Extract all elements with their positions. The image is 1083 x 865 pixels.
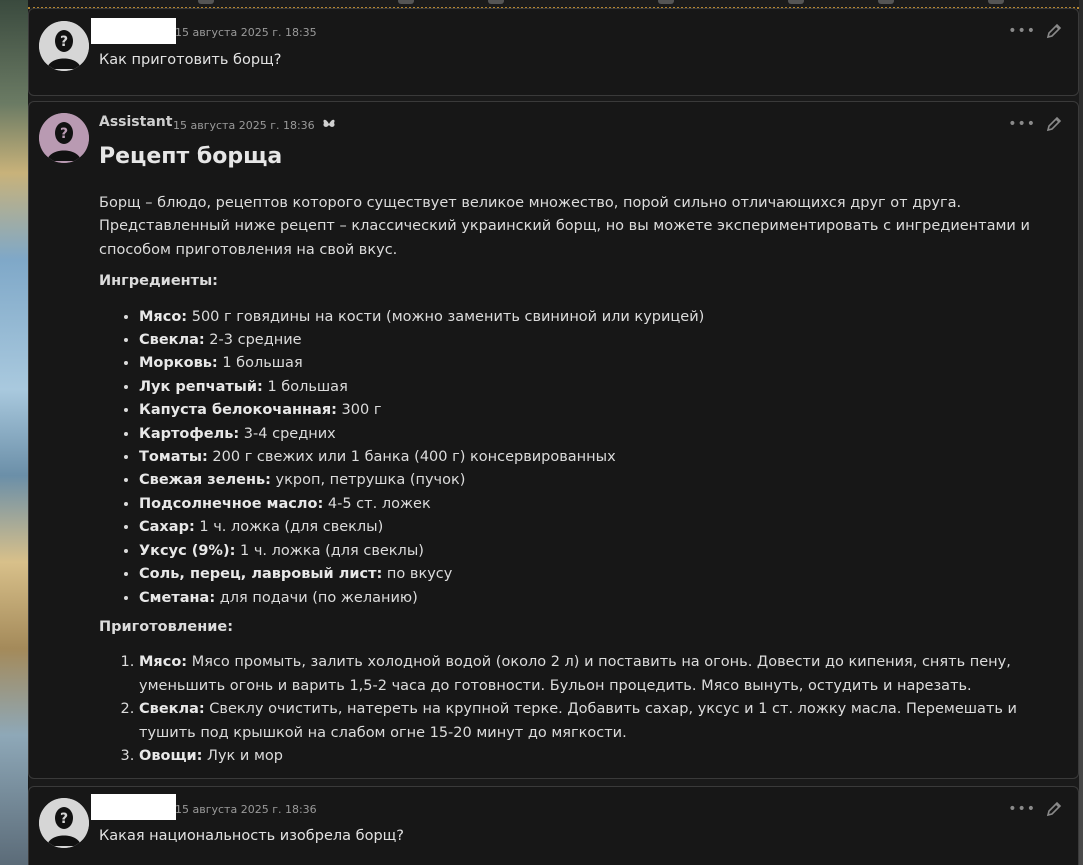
more-dots-icon[interactable]: ••• <box>1008 116 1036 132</box>
svg-text:?: ? <box>59 126 69 142</box>
ingredient-item-label: Капуста белокочанная: <box>139 402 337 419</box>
user-avatar-icon[interactable] <box>39 21 89 71</box>
pencil-icon[interactable] <box>1046 801 1062 817</box>
ingredient-item-label: Свекла: <box>139 332 205 349</box>
ingredients-list <box>139 306 1059 610</box>
recipe-intro: Борщ – блюдо, рецептов которого существует великое множество, порой сильно отличающихся друг от друга. Представленный ниже рецепт – классический украинский борщ, но вы можете экспериментировать с ингредиентами и способом приготовления на свой вкус. <box>99 195 1030 258</box>
ingredient-item <box>139 423 1059 446</box>
ingredient-item <box>139 563 1059 586</box>
ingredient-item <box>139 399 1059 422</box>
ingredient-item-value: укроп, петрушка (пучок) <box>270 472 466 489</box>
steps-list <box>139 651 1059 768</box>
chat-message-assistant <box>28 101 1079 779</box>
assistant-content <box>99 142 1059 774</box>
step-item-value: Мясо промыть, залить холодной водой (около 2 л) и поставить на огонь. Довести до кипения, снять пену, уменьшить огонь и варить 1,5-2 часа до готовности. Бульон процедить. Мясо вынуть, остудить и нарезать. <box>139 654 1011 694</box>
ingredient-item-label: Свежая зелень: <box>139 472 271 489</box>
message-timestamp: 15 августа 2025 г. 18:36 <box>175 803 317 816</box>
message-text: Как приготовить борщ? <box>99 52 282 68</box>
steps-heading: Приготовление: <box>99 618 234 635</box>
more-dots-icon[interactable]: ••• <box>1008 23 1036 39</box>
redacted-username <box>91 18 176 44</box>
toolbar-icon[interactable] <box>988 0 1004 4</box>
ingredient-item-label: Мясо: <box>139 308 188 325</box>
ingredient-item <box>139 446 1059 469</box>
ingredient-item-label: Сметана: <box>139 589 216 606</box>
ingredient-item <box>139 352 1059 375</box>
svg-text:?: ? <box>59 34 69 50</box>
ingredient-item-label: Уксус (9%): <box>139 542 236 559</box>
ingredient-item-value: 1 ч. ложка (для свеклы) <box>235 542 424 559</box>
ingredient-item <box>139 306 1059 329</box>
ingredient-item-label: Соль, перец, лавровый лист: <box>139 566 383 583</box>
ingredient-item-label: Лук репчатый: <box>139 378 263 395</box>
ingredients-heading: Ингредиенты: <box>99 273 218 290</box>
step-item-label: Мясо: <box>139 654 188 671</box>
step-item <box>139 745 1059 768</box>
toolbar-icon[interactable] <box>488 0 504 4</box>
message-actions <box>1008 801 1062 817</box>
pencil-icon[interactable] <box>1046 116 1062 132</box>
message-actions <box>1008 116 1062 132</box>
toolbar-icon[interactable] <box>878 0 894 4</box>
ingredient-item-value: 500 г говядины на кости (можно заменить свининой или курицей) <box>187 308 705 325</box>
message-timestamp: 15 августа 2025 г. 18:35 <box>175 26 317 39</box>
toolbar-icon[interactable] <box>198 0 214 4</box>
ingredient-item <box>139 540 1059 563</box>
ingredient-item-value: 4-5 ст. ложек <box>323 495 431 512</box>
redacted-username <box>91 794 176 820</box>
step-item <box>139 651 1059 698</box>
recipe-title: Рецепт борща <box>99 144 283 169</box>
step-item-value: Свеклу очистить, натереть на крупной терке. Добавить сахар, уксус и 1 ст. ложку масла. Перемешать и тушить под крышкой на слабом огне 15-20 минут до мягкости. <box>139 701 1017 741</box>
ingredient-item <box>139 469 1059 492</box>
butterfly-icon[interactable] <box>322 118 336 130</box>
ingredient-item-value: 2-3 средние <box>204 332 302 349</box>
message-text: Какая национальность изобрела борщ? <box>99 828 404 844</box>
ingredient-item-value: 1 ч. ложка (для свеклы) <box>194 519 384 536</box>
ingredient-item-value: по вкусу <box>382 566 453 583</box>
step-item-label: Свекла: <box>139 701 205 718</box>
ingredient-item <box>139 587 1059 610</box>
ingredient-item-label: Томаты: <box>139 449 208 466</box>
svg-text:?: ? <box>59 811 69 827</box>
ingredient-item-label: Картофель: <box>139 425 240 442</box>
ingredient-item <box>139 329 1059 352</box>
ingredient-item-value: 1 большая <box>262 378 348 395</box>
wallpaper-left <box>0 0 28 865</box>
ingredient-item-value: 300 г <box>336 402 382 419</box>
message-actions <box>1008 23 1062 39</box>
timestamp-text: 15 августа 2025 г. 18:36 <box>173 119 315 132</box>
ingredient-item-label: Сахар: <box>139 519 195 536</box>
step-item-value: Лук и мор <box>202 747 283 764</box>
ingredient-item-label: Подсолнечное масло: <box>139 495 324 512</box>
ingredient-item-value: для подачи (по желанию) <box>215 589 418 606</box>
ingredient-item-value: 200 г свежих или 1 банка (400 г) консервированных <box>207 449 616 466</box>
ingredient-item <box>139 376 1059 399</box>
step-item-label: Овощи: <box>139 747 203 764</box>
author-name: Assistant <box>99 114 173 130</box>
ingredient-item <box>139 493 1059 516</box>
ingredient-item-label: Морковь: <box>139 355 218 372</box>
chat-message-user <box>28 8 1079 96</box>
ingredient-item <box>139 516 1059 539</box>
user-avatar-icon[interactable] <box>39 798 89 848</box>
step-item <box>139 698 1059 745</box>
message-timestamp <box>173 118 336 132</box>
more-dots-icon[interactable]: ••• <box>1008 801 1036 817</box>
toolbar-icon[interactable] <box>658 0 674 4</box>
pencil-icon[interactable] <box>1046 23 1062 39</box>
ingredient-item-value: 1 большая <box>217 355 303 372</box>
wallpaper-right <box>1079 0 1083 865</box>
ingredient-item-value: 3-4 средних <box>239 425 336 442</box>
assistant-avatar-icon[interactable] <box>39 113 89 163</box>
chat-message-user <box>28 786 1079 865</box>
toolbar-icon[interactable] <box>788 0 804 4</box>
toolbar-icon[interactable] <box>398 0 414 4</box>
